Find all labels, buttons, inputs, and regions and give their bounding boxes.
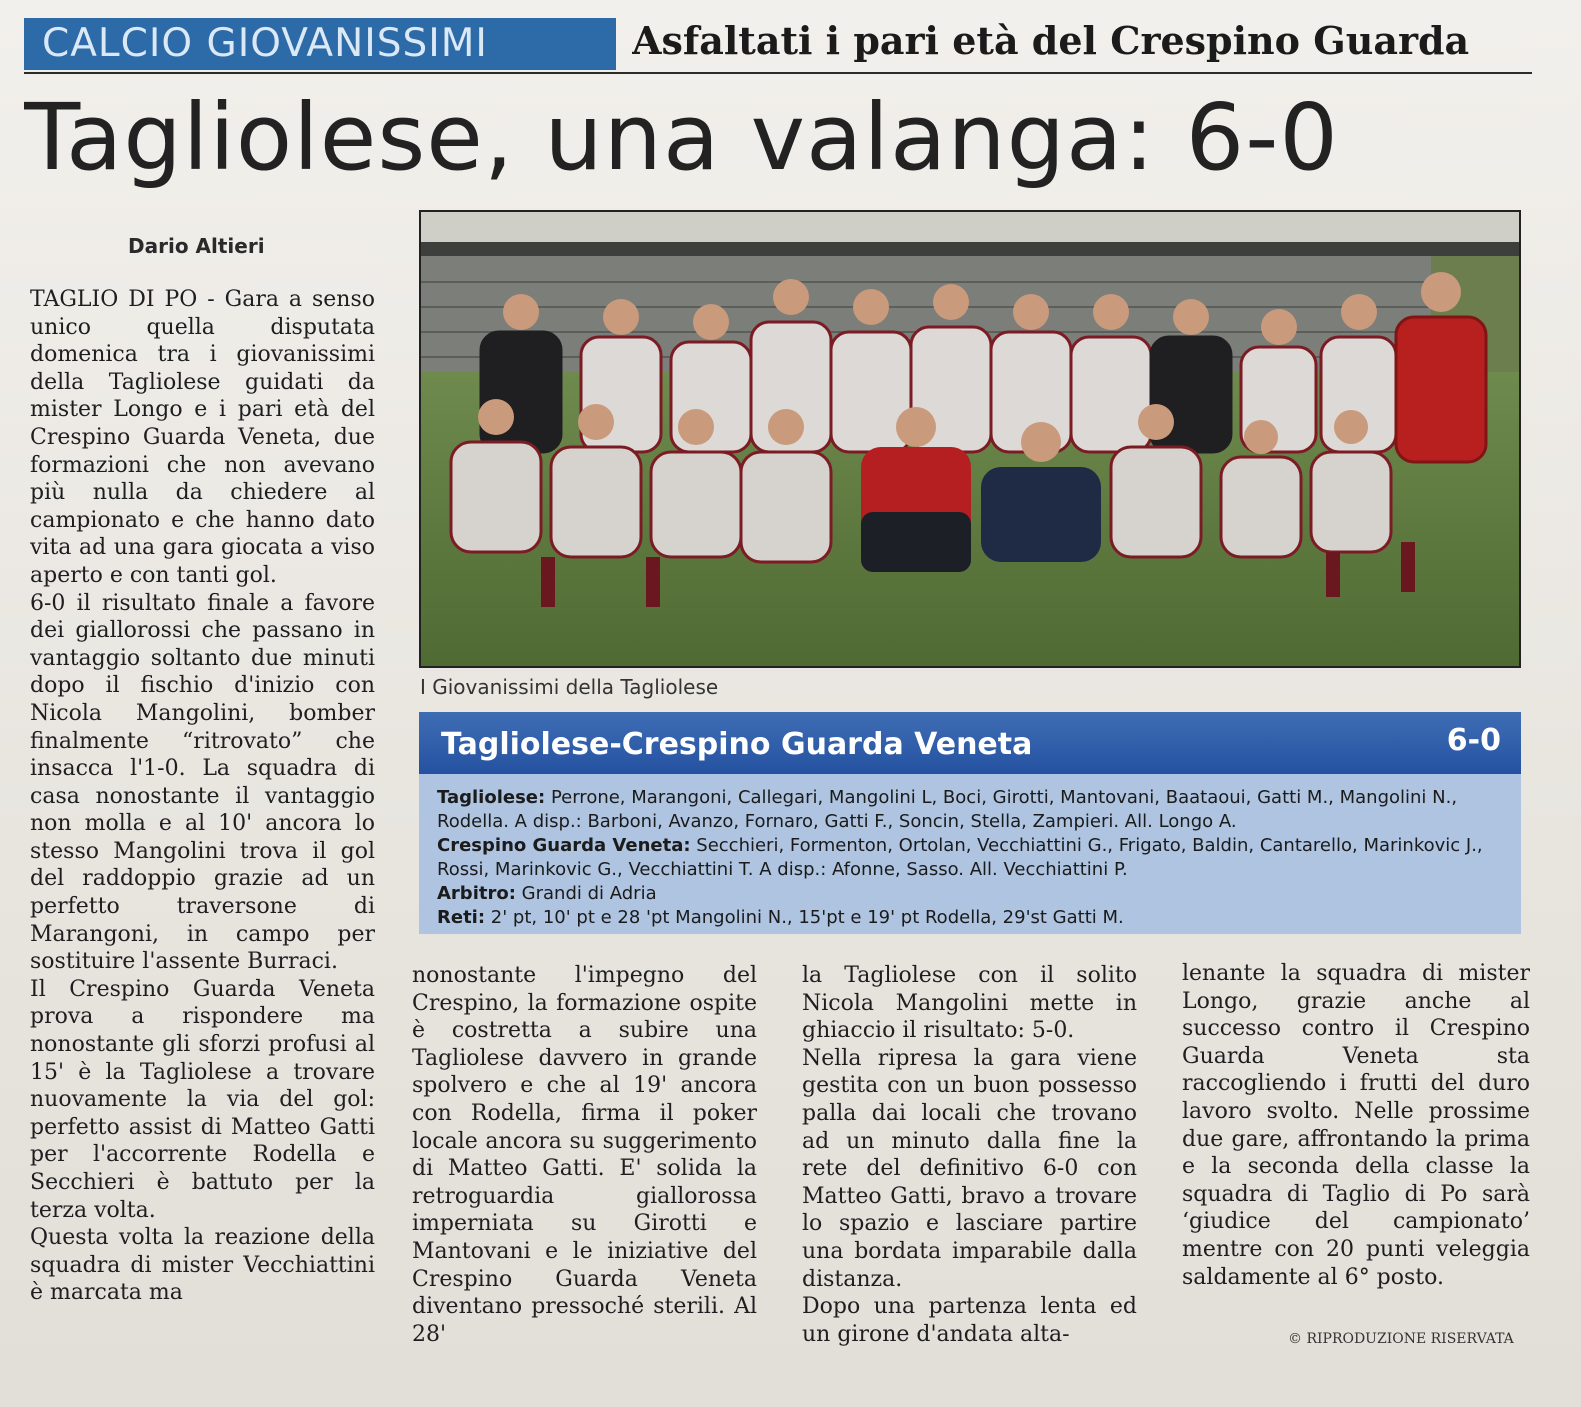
article-paragraph: Questa volta la reazione della squadra di mister Vecchiattini è marcata ma <box>30 1225 375 1306</box>
photo-caption: I Giovanissimi della Tagliolese <box>420 675 719 699</box>
article-paragraph: TAGLIO DI PO - Gara a senso unico quella disputata domenica tra i giovanissimi della Tagliolese guidati da mister Longo e i pari età del Crespino Guarda Veneta, due formazioni che non avevano più nulla da chiedere al campionato e che hanno dato vita ad una gara giocata a viso aperto e con tanti gol. <box>30 287 375 588</box>
referee-name: Grandi di Adria <box>521 883 657 904</box>
article-column-3 <box>802 962 1137 1362</box>
scorebox-header <box>419 712 1521 774</box>
article-column-2 <box>412 962 757 1362</box>
article-paragraph: Il Crespino Guarda Veneta prova a rispondere ma nonostante gli sforzi profusi al 15' è la Tagliolese a trovare nuovamente la via del gol: perfetto assist di Matteo Gatti per l'accorrente Rodella e Secchieri è battuto per la terza volta. <box>30 976 375 1223</box>
home-label: Tagliolese: <box>437 787 546 808</box>
article-paragraph: lenante la squadra di mister Longo, grazie anche al successo contro il Crespino Guarda Veneta sta raccogliendo i frutti del duro lavoro svolto. Nelle prossime due gare, affrontando la prima e la seconda della classe la squadra di Taglio di Po sarà ‘giudice del campionato’ mentre con 20 punti veleggia saldamente al 6° posto. <box>1182 961 1530 1290</box>
away-lineup: Secchieri, Formenton, Ortolan, Vecchiattini G., Frigato, Baldin, Cantarello, Marinkovic J., <box>696 835 1483 856</box>
referee-line <box>437 882 1507 906</box>
article-paragraph: Nella ripresa la gara viene gestita con un buon possesso palla dai locali che trovano ad un minuto dalla fine la rete del definitivo 6-0 con Matteo Gatti, bravo a trovare lo spazio e lasciare partire una bordata imparabile dalla distanza. <box>802 1045 1137 1292</box>
match-scorebox <box>419 712 1521 934</box>
kicker-divider <box>24 72 1532 74</box>
team-photo <box>419 210 1521 668</box>
article-column-4 <box>1182 960 1530 1330</box>
byline: Dario Altieri <box>128 234 265 258</box>
article-paragraph: 6-0 il risultato finale a favore dei giallorossi che passano in vantaggio soltanto due minuti dopo il fischio d'inizio con Nicola Mangolini, bomber finalmente “ritrovato” che insacca l'1-0. La squadra di casa nonostante il vantaggio non molla e al 10' ancora lo stesso Mangolini trova il gol del raddoppio grazie ad un perfetto traversone di Marangoni, in campo per sostituire l'assente Burraci. <box>30 590 375 975</box>
home-lineup: Perrone, Marangoni, Callegari, Mangolini L, Boci, Girotti, Mantovani, Baataoui, Gatti M., Mangolini N., <box>550 787 1458 808</box>
team-photo-illustration <box>421 212 1519 666</box>
scorebox-body <box>419 774 1521 934</box>
match-result: 6-0 <box>1446 723 1501 758</box>
goals-line <box>437 906 1507 930</box>
article-column-1 <box>30 286 375 1366</box>
article-paragraph: la Tagliolese con il solito Nicola Mangolini mette in ghiaccio il risultato: 5-0. <box>802 963 1137 1044</box>
goals-label: Reti: <box>437 907 486 928</box>
subheadline: Asfaltati i pari età del Crespino Guarda <box>632 18 1470 63</box>
match-title: Tagliolese-Crespino Guarda Veneta <box>441 727 1033 762</box>
article-paragraph: nonostante l'impegno del Crespino, la formazione ospite è costretta a subire una Tagliolese davvero in grande spolvero e che al 19' ancora con Rodella, firma il poker locale ancora su suggerimento di Matteo Gatti. E' solida la retroguardia giallorossa imperniata su Girotti e Mantovani e le iniziative del Crespino Guarda Veneta diventano pressoché sterili. Al 28' <box>412 963 757 1347</box>
home-lineup-bench: Rodella. A disp.: Barboni, Avanzo, Fornaro, Gatti F., Soncin, Stella, Zampieri. All. Longo A. <box>437 811 1237 832</box>
away-lineup-bench: Rossi, Marinkovic G., Vecchiattini T. A disp.: Afonne, Sasso. All. Vecchiattini P. <box>437 859 1128 880</box>
headline: Tagliolese, una valanga: 6-0 <box>24 84 1339 191</box>
home-lineup-line-2 <box>437 810 1507 834</box>
home-lineup-line <box>437 786 1507 810</box>
section-kicker: CALCIO GIOVANISSIMI <box>24 18 616 70</box>
away-lineup-line-2 <box>437 858 1507 882</box>
goals-list: 2' pt, 10' pt e 28 'pt Mangolini N., 15'pt e 19' pt Rodella, 29'st Gatti M. <box>490 907 1124 928</box>
referee-label: Arbitro: <box>437 883 516 904</box>
copyright-notice: © RIPRODUZIONE RISERVATA <box>1288 1331 1514 1347</box>
away-lineup-line <box>437 834 1507 858</box>
away-label: Crespino Guarda Veneta: <box>437 835 691 856</box>
article-paragraph: Dopo una partenza lenta ed un girone d'andata alta- <box>802 1294 1137 1347</box>
